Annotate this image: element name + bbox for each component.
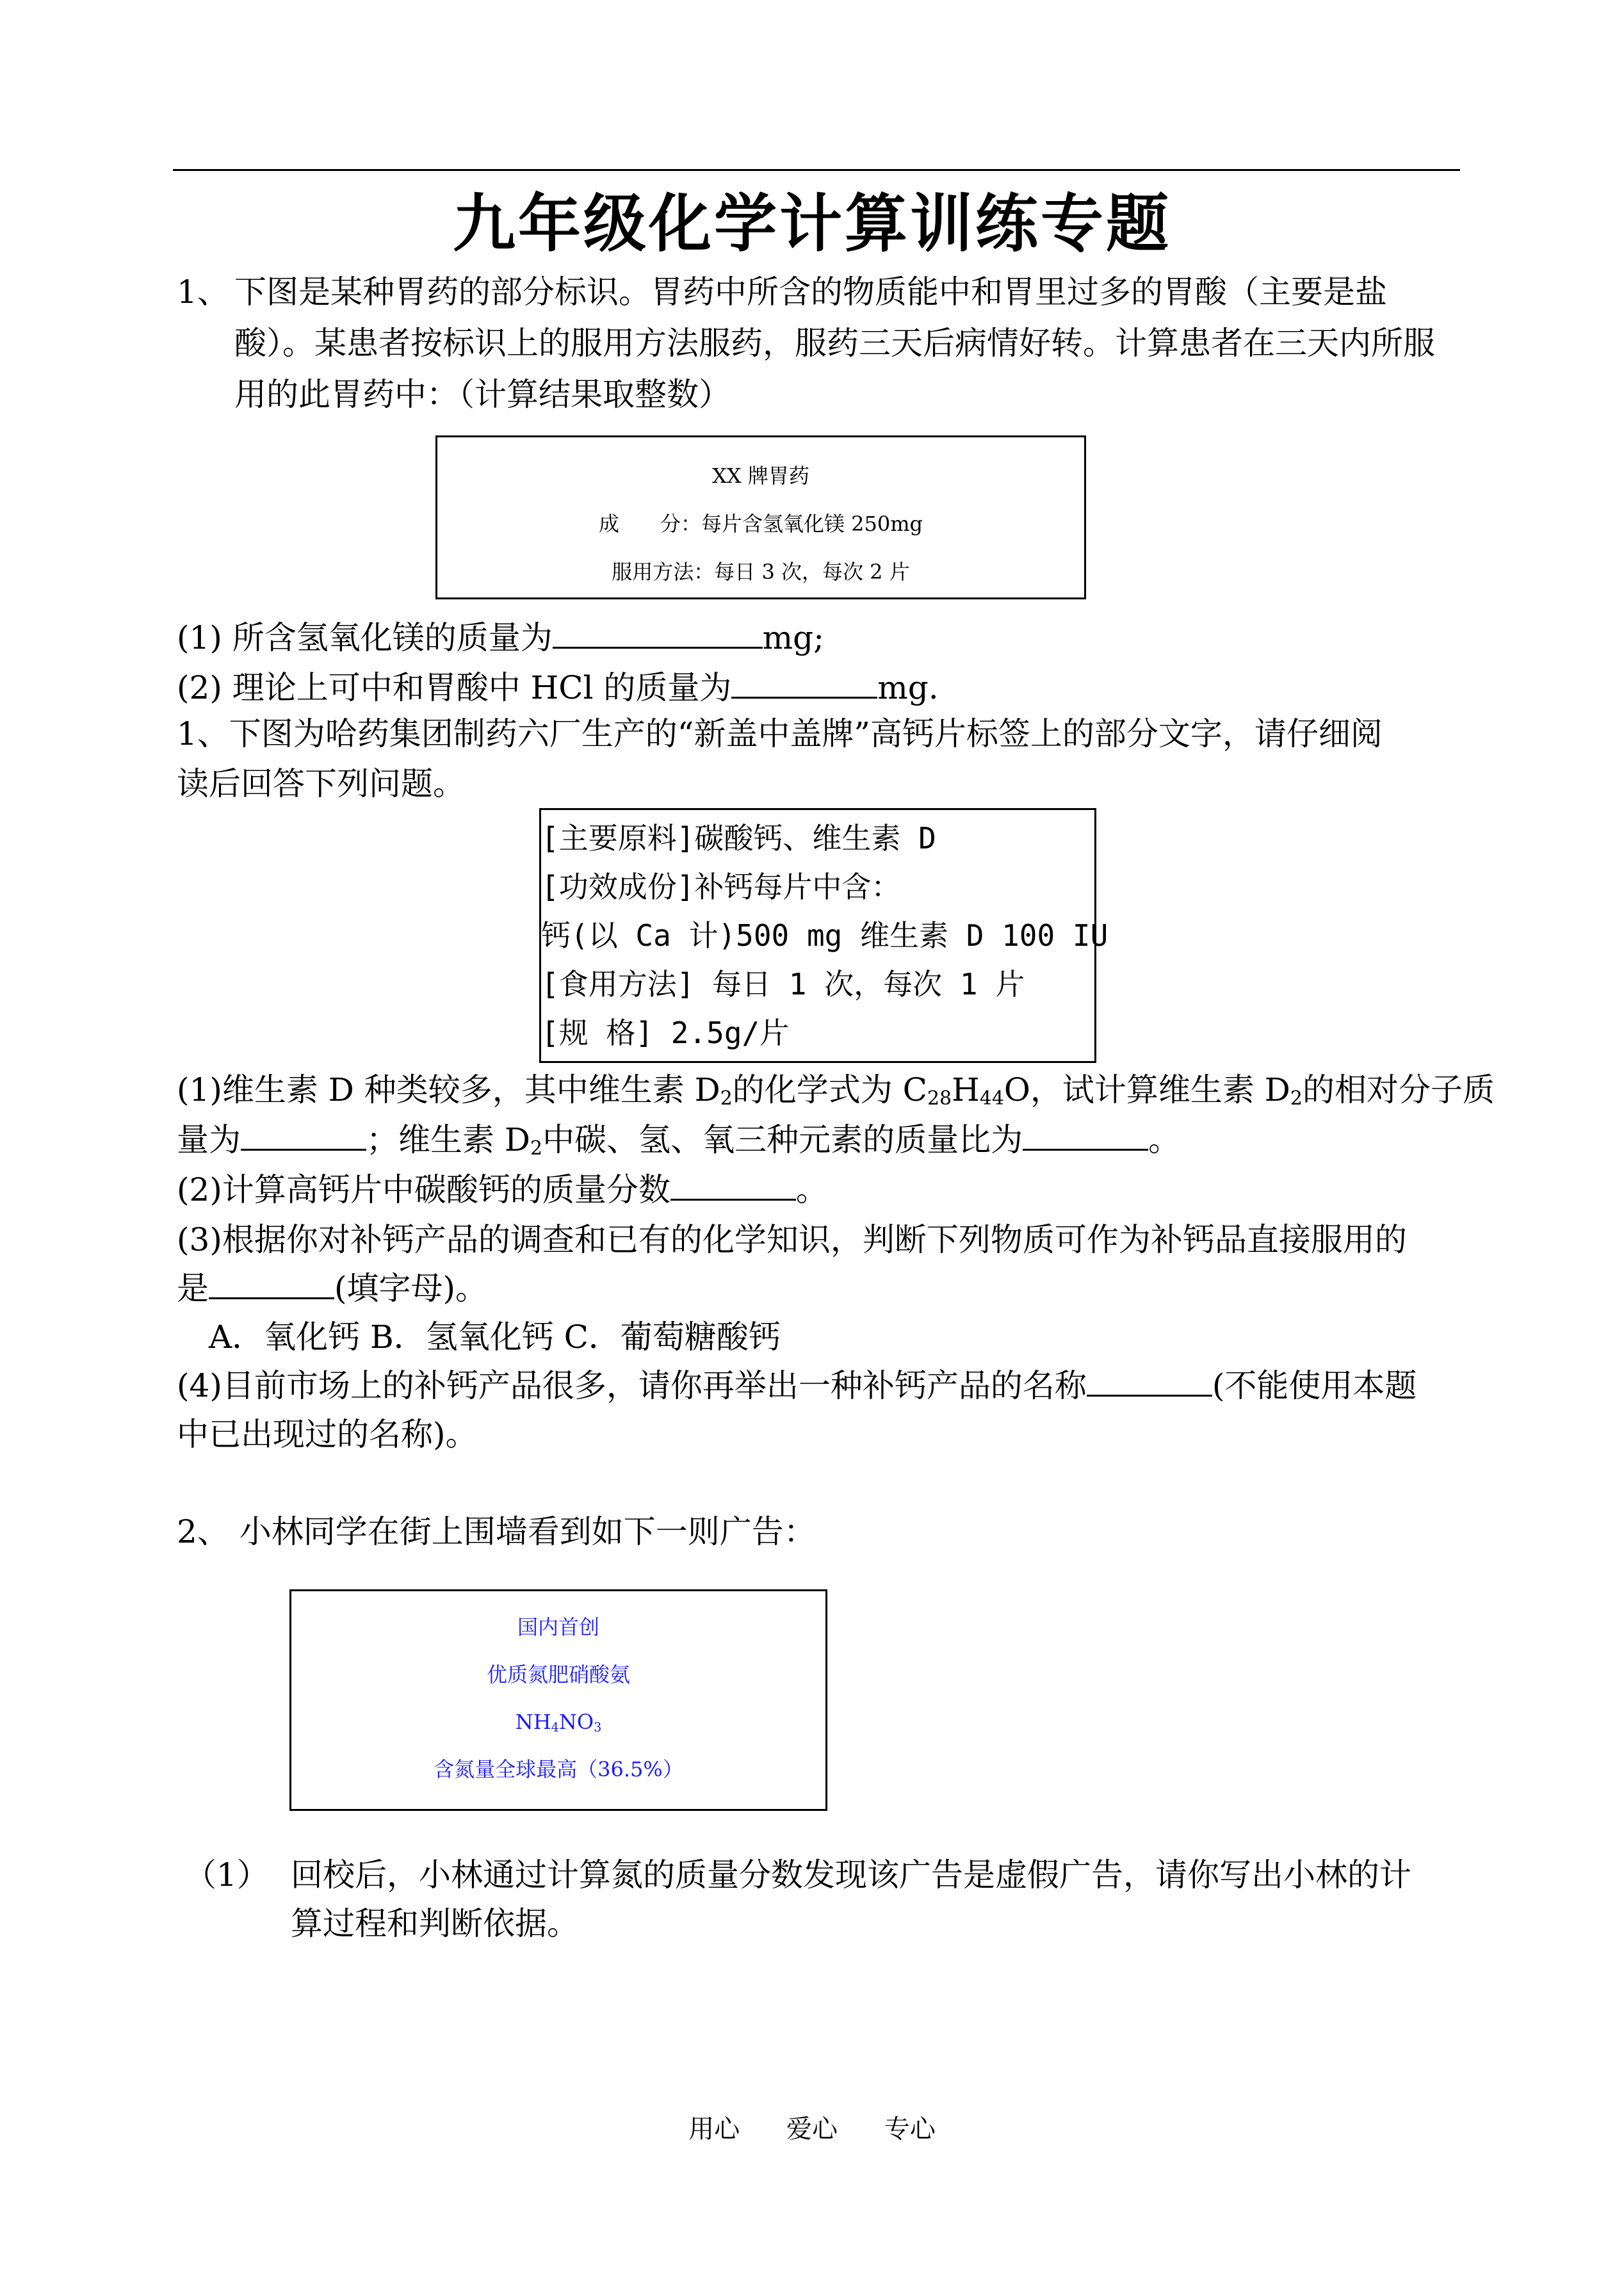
q2-sub1-line1: 回校后，小林通过计算氮的质量分数发现该广告是虚假广告，请你写出小林的计 <box>291 1856 1411 1894</box>
q2-sub1-number: （1） <box>184 1856 269 1894</box>
q1-sub1: (1) 所含氢氧化镁的质量为 mg; <box>177 617 824 658</box>
fertilizer-advertisement <box>289 1589 827 1811</box>
q1b-text-line1: 1、下图为哈药集团制药六厂生产的“新盖中盖牌”高钙片标签上的部分文字，请仔细阅 <box>177 715 1383 752</box>
q1b-sub3-line2: 是 (填字母)。 <box>177 1268 487 1309</box>
answer-blank[interactable] <box>731 667 877 699</box>
q1-text-line3: 用的此胃药中：（计算结果取整数） <box>234 376 731 413</box>
label-usage: 服用方法：每日 3 次，每次 2 片 <box>612 560 910 584</box>
q2-sub1-line2: 算过程和判断依据。 <box>291 1905 579 1942</box>
q1b-text-line2: 读后回答下列问题。 <box>177 765 465 802</box>
q1-text-line1: 下图是某种胃药的部分标识。胃药中所含的物质能中和胃里过多的胃酸（主要是盐 <box>234 273 1387 311</box>
ad-formula: $NH_4NO_3$ <box>515 1710 602 1735</box>
answer-blank[interactable] <box>1023 1119 1148 1151</box>
label-usage: [食用方法] 每日 1 次，每次 1 片 <box>541 967 1025 1002</box>
q1-text-line2: 酸）。某患者按标识上的服用方法服药，服药三天后病情好转。计算患者在三天内所服 <box>234 325 1435 362</box>
stomach-medicine-label <box>435 435 1086 599</box>
answer-blank[interactable] <box>241 1119 366 1151</box>
top-rule <box>173 169 1460 171</box>
q1b-options: A．氧化钙 B．氢氧化钙 C．葡萄糖酸钙 <box>209 1318 781 1356</box>
label-effective-component: [功效成份]补钙每片中含： <box>541 870 901 904</box>
q1b-sub4-line1: (4)目前市场上的补钙产品很多，请你再举出一种补钙产品的名称 (不能使用本题 <box>177 1365 1417 1406</box>
answer-blank[interactable] <box>1087 1365 1212 1397</box>
page-title: 九年级化学计算训练专题 <box>452 188 1171 261</box>
ad-line2: 优质氮肥硝酸氨 <box>486 1662 630 1687</box>
label-product-name: XX 牌胃药 <box>712 464 809 488</box>
ad-line1: 国内首创 <box>517 1615 599 1639</box>
q1b-sub4-line2: 中已出现过的名称)。 <box>177 1416 478 1453</box>
q1b-sub1-line1: (1)维生素 D 种类较多，其中维生素 $D_2$的化学式为 $C_{28}H_{44}O$，试计算维生素 $D_2$的相对分子质 <box>177 1071 1495 1110</box>
page-footer: 用心 爱心 专心 <box>688 2114 936 2144</box>
label-content: 钙(以 Ca 计)500 mg 维生素 D 100 IU <box>541 918 1108 953</box>
q2-text: 2、 小林同学在街上围墙看到如下一则广告： <box>177 1513 816 1550</box>
q1b-sub1-line2: 量为 ；维生素 $D_2$中碳、氢、氧三种元素的质量比为 。 <box>177 1119 1180 1160</box>
answer-blank[interactable] <box>209 1268 334 1299</box>
q1-number: 1、 <box>177 273 229 311</box>
label-spec: [规 格] 2.5g/片 <box>541 1016 790 1050</box>
answer-blank[interactable] <box>670 1169 796 1201</box>
q1b-sub2: (2)计算高钙片中碳酸钙的质量分数 。 <box>177 1169 828 1210</box>
ad-line4: 含氮量全球最高（36.5%） <box>434 1757 683 1781</box>
calcium-tablet-label <box>539 808 1108 1063</box>
answer-blank[interactable] <box>553 617 763 649</box>
q1-sub2: (2) 理论上可中和胃酸中 HCl 的质量为 mg. <box>177 667 939 708</box>
q1b-sub3-line1: (3)根据你对补钙产品的调查和已有的化学知识，判断下列物质可作为补钙品直接服用的 <box>177 1221 1407 1258</box>
label-ingredients: 成 分：每片含氢氧化镁 250mg <box>598 512 923 536</box>
label-ingredients: [主要原料]碳酸钙、维生素 D <box>541 821 936 856</box>
